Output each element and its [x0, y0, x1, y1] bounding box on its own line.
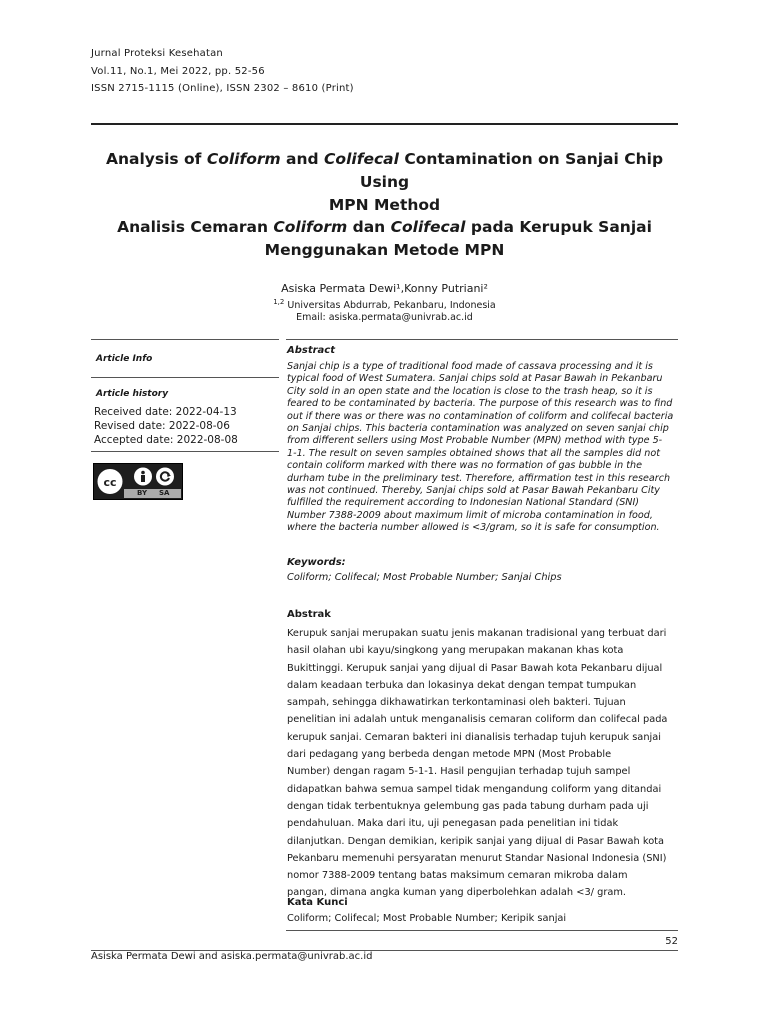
- article-info-top-rule: [91, 339, 279, 340]
- title-english: Analysis of Coliform and Colifecal Contamination on Sanjai Chip Using MPN Method: [105, 150, 664, 214]
- cc-license-badge[interactable]: [93, 463, 183, 500]
- accepted-date: Accepted date: 2022-08-08: [94, 434, 238, 446]
- abstract-top-rule: [286, 339, 678, 340]
- article-info-mid-rule: [91, 377, 279, 378]
- abstract-body: Sanjai chip is a type of traditional food made of cassava processing and it is typical food of West Sumatera. Sanjai chips sold at Pasar Bawah in Pekanbaru City sold in an open state and the location is close to the trash heap, so it is feared to be contaminated by bacteria. The purpose of this research was to find out if there was or there was no contamination of coliform and colifecal bacteria on Sanjai chips. This bacteria contamination was analyzed on seven sanjai chip from different sellers using Most Probable Number (MPN) method with type 5- 1-1. The result on seven samples obtained shows that all the samples did not contain coliform marked with there was no formation of gas bubble in the durham tube in the preliminary test. Therefore, affirmation test in this research was not continued. Thereby, Sanjai chips sold at Pasar Bawah Pekanbaru City fulfilled the requirement according to Indonesian National Standard (SNI) Number 7388-2009 about maximum limit of microba contamination in food, where the bacteria number allowed is <3/gram, so it is safe for consumption.: [287, 361, 674, 534]
- kata-kunci-label: Kata Kunci: [287, 897, 348, 908]
- revised-date: Revised date: 2022-08-06: [94, 420, 230, 432]
- title-indonesian: Analisis Cemaran Coliform dan Colifecal pada Kerupuk Sanjai Menggunakan Metode MPN: [117, 218, 652, 259]
- author-email: Email: asiska.permata@univrab.ac.id: [296, 312, 473, 323]
- header-rule: [91, 123, 678, 125]
- svg-text:cc: cc: [103, 476, 117, 489]
- journal-name: Jurnal Proteksi Kesehatan: [91, 48, 223, 59]
- article-history-label: Article history: [96, 389, 169, 399]
- abstrak-bottom-rule: [286, 930, 678, 931]
- article-info-bottom-rule: [91, 451, 279, 452]
- kata-kunci-list: Coliform; Colifecal; Most Probable Number; Keripik sanjai: [287, 913, 567, 924]
- received-date: Received date: 2022-04-13: [94, 406, 237, 418]
- footer-author: Asiska Permata Dewi and asiska.permata@univrab.ac.id: [91, 951, 373, 962]
- cc-sa-label: SA: [159, 489, 170, 497]
- abstrak-body: Kerupuk sanjai merupakan suatu jenis makanan tradisional yang terbuat dari hasil olahan ubi kayu/singkong yang merupakan makanan khas kota Bukittinggi. Kerupuk sanjai yang dijual di Pasar Bawah kota Pekanbaru dijual dalam keadaan terbuka dan lokasinya dekat dengan tempat tumpukan sampah, sehingga dikhawatirkan terkontaminasi oleh bakteri. Tujuan penelitian ini adalah untuk menganalisis cemaran coliform dan colifecal pada kerupuk sanjai. Cemaran bakteri ini dianalisis terhadap tujuh kerupuk sanjai dari pedagang yang berbeda dengan metode MPN (Most Probable Number) dengan ragam 5-1-1. Hasil pengujian terhadap tujuh sampel didapatkan bahwa semua sampel tidak mengandung coliform yang ditandai dengan tidak terbentuknya gelembung gas pada tabung durham pada uji pendahuluan. Maka dari itu, uji penegasan pada penelitian ini tidak dilanjutkan. Dengan demikian, keripik sanjai yang dijual di Pasar Bawah kota Pekanbaru memenuhi persyaratan menurut Standar Nasional Indonesia (SNI) nomor 7388-2009 tentang batas maksimum cemaran mikroba dalam pangan, dimana angka kuman yang diperbolehkan adalah <3/ gram.: [287, 628, 668, 899]
- keywords-label: Keywords:: [287, 557, 346, 568]
- journal-issn: ISSN 2715-1115 (Online), ISSN 2302 – 8610 (Print): [91, 83, 354, 94]
- keywords-list: Coliform; Colifecal; Most Probable Number; Sanjai Chips: [287, 572, 562, 583]
- author-names: Asiska Permata Dewi¹,Konny Putriani²: [281, 282, 488, 295]
- author-affiliation: $^{1,2}$ Universitas Abdurrab, Pekanbaru, Indonesia: [273, 298, 496, 312]
- abstract-heading: Abstract: [287, 345, 336, 356]
- cc-by-label: BY: [137, 489, 148, 497]
- abstrak-heading: Abstrak: [287, 609, 331, 620]
- page-number: 52: [665, 936, 678, 947]
- journal-volume: Vol.11, No.1, Mei 2022, pp. 52-56: [91, 66, 265, 77]
- article-info-label: Article Info: [96, 354, 153, 364]
